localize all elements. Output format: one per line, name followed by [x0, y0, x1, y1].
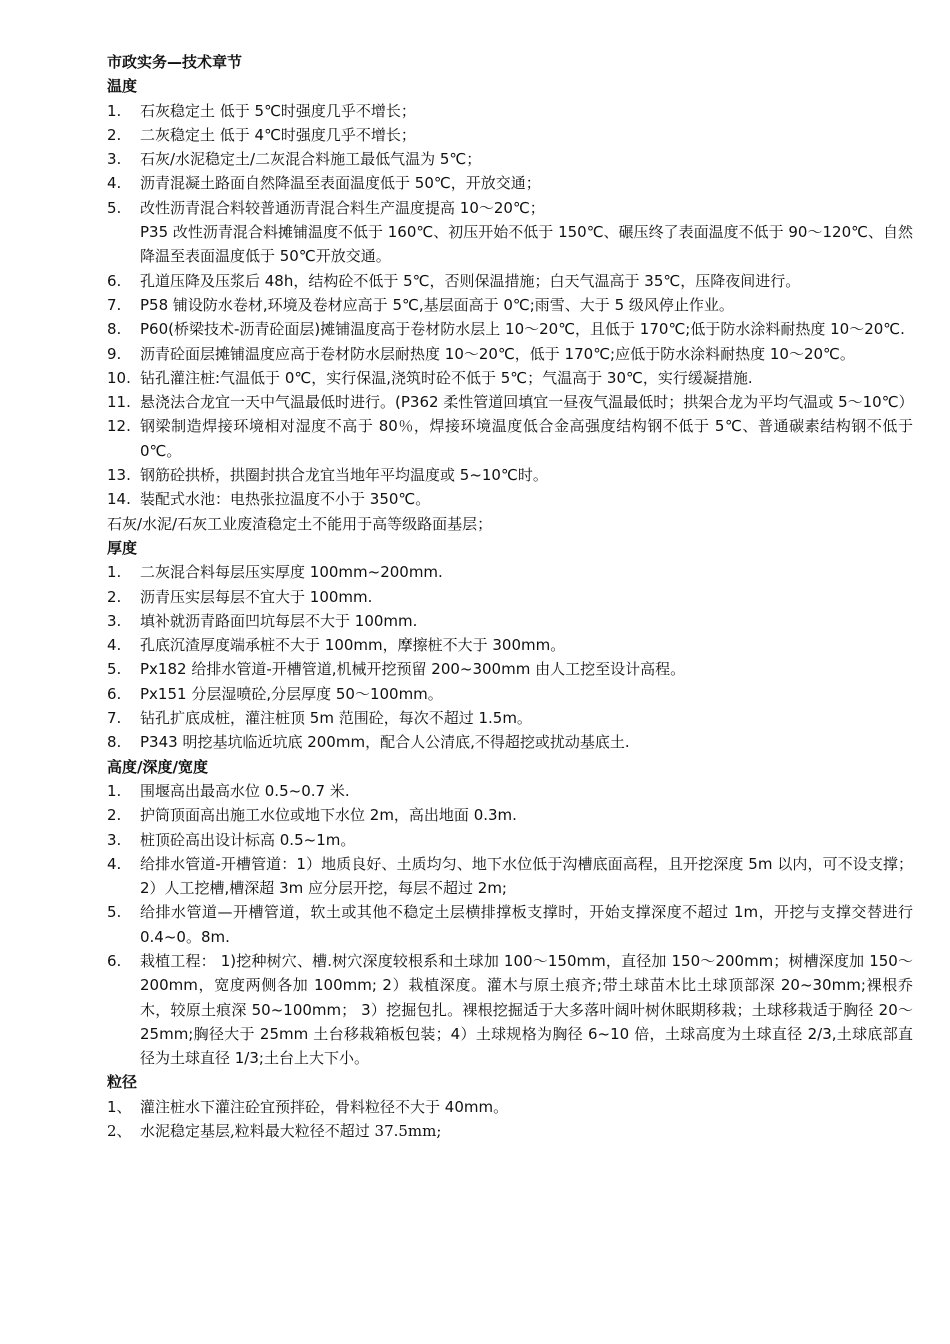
height-list: [107, 779, 913, 1071]
list-item: 2. 二灰稳定土 低于 4℃时强度几乎不增长；: [107, 125, 416, 144]
temperature-list: [107, 99, 913, 512]
list-item: 6. 孔道压降及压浆后 48h，结构砼不低于 5℃，否则保温措施；白天气温高于 35℃，压降夜间进行。: [107, 271, 801, 290]
list-item: 11. 悬浇法合龙宜一天中气温最低时进行。(P362 柔性管道回填宜一昼夜气温最低时；拱架合龙为平均气温或 5～10℃）: [107, 393, 914, 412]
section-heading-temperature: 温度: [107, 77, 138, 96]
list-item: 14. 装配式水池：电热张拉温度不小于 350℃。: [107, 490, 431, 509]
list-item: 2. 护筒顶面高出施工水位或地下水位 2m，高出地面 0.3m.: [107, 806, 517, 825]
list-item: 13. 钢筋砼拱桥，拱圈封拱合龙宜当地年平均温度或 5~10℃时。: [107, 466, 548, 485]
document-title: 市政实务—技术章节: [107, 53, 243, 71]
list-item: 6. Px151 分层湿喷砼,分层厚度 50～100mm。: [107, 684, 443, 703]
list-item: 3. 填补就沥青路面凹坑每层不大于 100mm.: [107, 611, 418, 630]
list-item: 2. 沥青压实层每层不宜大于 100mm.: [107, 587, 373, 606]
list-item: 5. Px182 给排水管道-开槽管道,机械开挖预留 200~300mm 由人工挖至设计高程。: [107, 660, 686, 679]
list-item: 5. 给排水管道—开槽管道，软土或其他不稳定土层横排撑板支撑时，开始支撑深度不超过 1m，开挖与支撑交替进行 0.4~0。8m.: [107, 903, 913, 946]
section-heading-particle: 粒径: [107, 1073, 138, 1092]
section-note: 石灰/水泥/石灰工业废渣稳定土不能用于高等级路面基层；: [107, 514, 493, 533]
list-item: 7. 钻孔扩底成桩，灌注桩顶 5m 范围砼，每次不超过 1.5m。: [107, 709, 532, 728]
list-item: 6. 栽植工程： 1)挖种树穴、槽.树穴深度较根系和土球加 100～150mm，直径加 150～200mm；树槽深度加 150～200mm，宽度两侧各加 100mm; 2）栽植深度。灌木与原土痕齐;带土球苗木比土球顶部深 20~30mm;裸根乔木，较原土痕深 50~100mm； 3）挖掘包扎。裸根挖掘适于大多落叶阔叶树休眠期移栽；土球移栽适于胸径 20～25mm;胸径大于 25mm 土台移栽箱板包装；4）土球规格为胸径 6~10 倍，土球高度为土球直径 2/3,土球底部直径为土球直径 1/3;土台上大下小。: [107, 951, 913, 1068]
list-item: 7. P58 铺设防水卷材,环境及卷材应高于 5℃,基层面高于 0℃;雨雪、大于 5 级风停止作业。: [107, 295, 734, 314]
list-item-note: P35 改性沥青混合料摊铺温度不低于 160℃、初压开始不低于 150℃、碾压终了表面温度不低于 90～120℃、自然降温至表面温度低于 50℃开放交通。: [140, 223, 913, 266]
list-item: 1. 石灰稳定土 低于 5℃时强度几乎不增长；: [107, 101, 416, 120]
section-heading-height: 高度/深度/宽度: [107, 757, 208, 776]
list-item: 3. 石灰/水泥稳定土/二灰混合料施工最低气温为 5℃；: [107, 150, 482, 169]
thickness-list: [107, 560, 913, 754]
list-item: 2、 水泥稳定基层,粒料最大粒径不超过 37.5mm;: [107, 1122, 442, 1141]
list-item: 9. 沥青砼面层摊铺温度应高于卷材防水层耐热度 10～20℃，低于 170℃;应低于防水涂料耐热度 10～20℃。: [107, 344, 855, 363]
document-page: [107, 50, 913, 1143]
list-item: 8. P60(桥梁技术-沥青砼面层)摊铺温度高于卷材防水层上 10～20℃，且低于 170℃;低于防水涂料耐热度 10～20℃.: [107, 320, 905, 339]
list-item: 3. 桩顶砼高出设计标高 0.5~1m。: [107, 830, 356, 849]
list-item: 1. 二灰混合料每层压实厚度 100mm~200mm.: [107, 563, 443, 582]
particle-list: [107, 1095, 913, 1144]
list-item: 12. 钢梁制造焊接环境相对湿度不高于 80％，焊接环境温度低合金高强度结构钢不低于 5℃、普通碳素结构钢不低于 0℃。: [107, 417, 913, 460]
list-item: 8. P343 明挖基坑临近坑底 200mm，配合人公清底,不得超挖或扰动基底土.: [107, 733, 630, 752]
list-item: 4. 给排水管道-开槽管道：1）地质良好、土质均匀、地下水位低于沟槽底面高程，且开挖深度 5m 以内，可不设支撑；2）人工挖槽,槽深超 3m 应分层开挖，每层不超过 2m;: [107, 854, 913, 898]
list-item: 5. 改性沥青混合料较普通沥青混合料生产温度提高 10～20℃； P35 改性沥青混合料摊铺温度不低于 160℃、初压开始不低于 150℃、碾压终了表面温度不低于 90～120℃、自然降温至表面温度低于 50℃开放交通。: [107, 196, 913, 269]
list-item: 1、 灌注桩水下灌注砼宜预拌砼，骨料粒径不大于 40mm。: [107, 1097, 509, 1116]
section-heading-thickness: 厚度: [107, 538, 138, 557]
list-item: 10. 钻孔灌注桩:气温低于 0℃，实行保温,浇筑时砼不低于 5℃；气温高于 30℃，实行缓凝措施.: [107, 368, 753, 387]
list-item: 1. 围堰高出最高水位 0.5~0.7 米.: [107, 781, 350, 800]
list-item: 4. 孔底沉渣厚度端承桩不大于 100mm，摩擦桩不大于 300mm。: [107, 636, 566, 655]
list-item: 4. 沥青混凝土路面自然降温至表面温度低于 50℃，开放交通；: [107, 174, 541, 193]
